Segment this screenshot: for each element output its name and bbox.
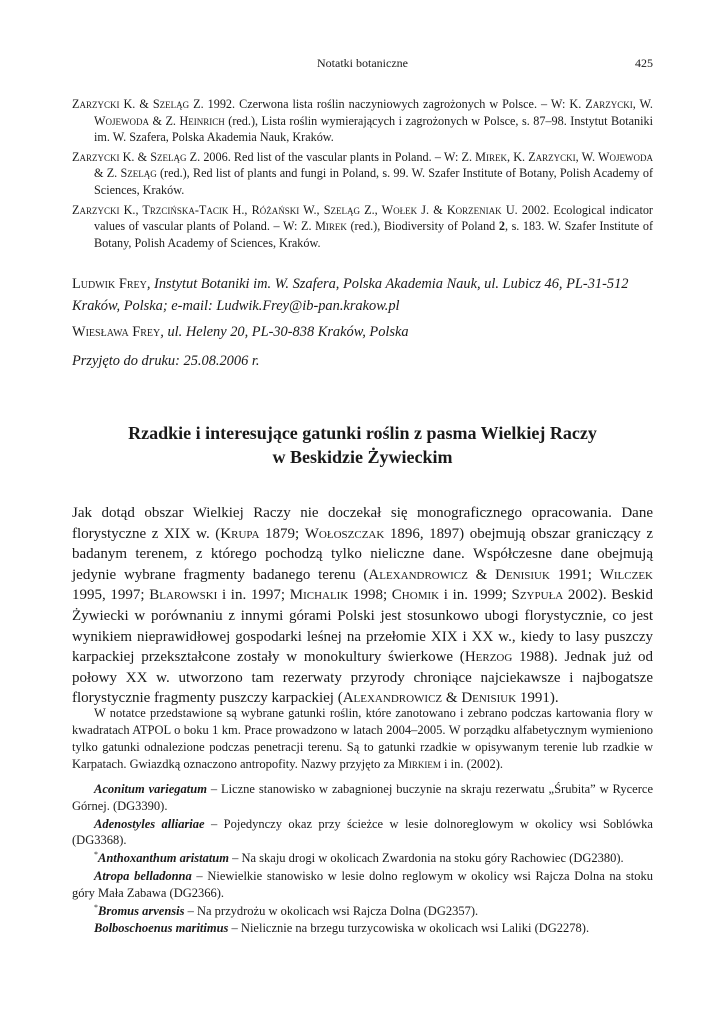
species-text: – Pojedynczy okaz przy ścieżce w lesie dolnoreglowym w okolicy wsi Soblówka (DG3368). xyxy=(72,816,653,848)
reference-tail: (red.), Red list of plants and fungi in Poland, s. 99. W. Szafer Institute of Botany, Polish Academy of Sciences, Kraków. xyxy=(94,166,654,197)
lead-text: 1991; xyxy=(549,566,600,583)
species-entry xyxy=(72,903,653,920)
reference-authors: Zarzycki K. & Szeląg Z. xyxy=(72,149,201,164)
article-title xyxy=(72,421,653,469)
running-head xyxy=(72,56,653,72)
reference-entry xyxy=(72,149,653,199)
author-name: Ludwik Frey xyxy=(72,276,147,292)
species-name: Adenostyles alliariae xyxy=(94,816,205,831)
species-entry xyxy=(72,868,653,902)
citation-author: Alexandrowicz & Denisiuk xyxy=(342,690,517,707)
lead-text: 1896, 1897) obejmują obszar graniczący z badanym terenem, z którego pochodzą tylko nieliczne dane. Współczesne dane obejmują jedynie wybrane fragmenty badanego terenu ( xyxy=(72,525,653,583)
lead-text: 2002). Beskid Żywiecki w porównaniu z innymi górami Polski jest stosunkowo ubogi florystycznie, co jest wynikiem nieprawidłowej gospodarki leśnej na przełomie XIX i XX w., kiedy to lasy puszczy karpackiej przekształcone zostały w monokultury świerkowe ( xyxy=(72,587,653,666)
species-name: Aconitum variegatum xyxy=(94,782,207,796)
article-title-line: Rzadkie i interesujące gatunki roślin z pasma Wielkiej Raczy xyxy=(128,423,597,443)
lead-text: 1998; xyxy=(348,587,392,604)
intro-text: W notatce przedstawione są wybrane gatunki roślin, które zanotowano i zebrano podczas kartowania flory w kwadratach ATPOL o boku 1 km. Prace prowadzono w latach 2004–2005. W porządku alfabetycznym wymieniono tylko gatunki odnalezione podczas penetracji terenu. Są to gatunki rzadkie w opisywanym terenie lub rzadkie w Karpatach. Gwiazdką oznaczono antropofity. Nazwy przyjęto za xyxy=(72,705,653,772)
lead-text: i in. 1999; xyxy=(439,587,512,604)
species-name: Atropa belladonna xyxy=(94,868,192,883)
reference-text: 2006. Red list of the vascular plants in Poland. – W: xyxy=(200,149,462,164)
citation-author: Michalik xyxy=(289,587,349,604)
reference-text: 1992. Czerwona lista roślin naczyniowych zagrożonych w Polsce. – W: xyxy=(203,97,570,111)
reference-authors: Zarzycki K. & Szeląg Z. xyxy=(72,97,204,111)
species-name: Bromus arvensis xyxy=(98,903,185,918)
species-entry xyxy=(72,816,653,850)
anthropophyte-mark: * xyxy=(94,902,98,912)
intro-paragraph xyxy=(72,705,653,774)
author-address: , ul. Heleny 20, PL-30-838 Kraków, Polska xyxy=(160,324,409,340)
citation-author: Blarowski xyxy=(149,587,218,604)
page-number: 425 xyxy=(635,56,653,70)
reference-tail: (red.), Biodiversity of Poland xyxy=(346,219,499,234)
species-list xyxy=(72,781,653,938)
anthropophyte-mark: * xyxy=(94,850,98,860)
reference-text: 2002. Ecological indicator values of vascular plants of Poland. – W: xyxy=(94,202,653,234)
intro-citation: Mirkiem xyxy=(397,757,441,772)
author-block xyxy=(72,273,653,384)
lead-text: i in. 1997; xyxy=(217,587,290,604)
citation-author: Wołoszczak xyxy=(304,525,385,542)
species-text: – Liczne stanowisko w zabagnionej buczynie na skraju rezerwatu „Śrubita” w Rycerce Górnej. (DG3390). xyxy=(72,782,653,813)
citation-author: Wilczek xyxy=(599,566,653,583)
reference-tail: (red.), Lista roślin wymierających i zagrożonych w Polsce, s. 87–98. Instytut Botaniki im. W. Szafera, Polska Akademia Nauk, Kraków. xyxy=(94,113,653,145)
species-entry xyxy=(72,920,653,937)
author-address: , Instytut Botaniki im. W. Szafera, Polska Akademia Nauk, ul. Lubicz 46, PL-31-512 Kraków, Polska; e-mail: Ludwik.Frey@ib-pan.krakow.pl xyxy=(72,276,629,314)
reference-tail: , s. 183. W. Szafer Institute of Botany, Polish Academy of Sciences, Kraków. xyxy=(94,219,653,250)
citation-author: Krupa xyxy=(220,525,260,542)
species-text: – Na skaju drogi w okolicach Zwardonia na stoku góry Rachowiec (DG2380). xyxy=(228,851,624,866)
author-name: Wiesława Frey xyxy=(72,324,161,340)
species-text: – Nielicznie na brzegu turzycowiska w okolicach wsi Laliki (DG2278). xyxy=(228,921,590,936)
reference-editors: K. Zarzycki, W. Wojewoda & Z. Heinrich xyxy=(94,97,653,128)
citation-author: Szypuła xyxy=(511,587,564,604)
received-date: Przyjęto do druku: 25.08.2006 r. xyxy=(72,353,260,369)
species-text: – Niewielkie stanowisko w lesie dolno reglowym w okolicy wsi Rajcza Dolna na stoku góry Mała Zabawa (DG2366). xyxy=(72,868,653,900)
species-text: – Na przydrożu w okolicach wsi Rajcza Dolna (DG2357). xyxy=(184,903,479,918)
running-title: Notatki botaniczne xyxy=(317,56,408,70)
intro-tail: i in. (2002). xyxy=(440,757,504,772)
reference-authors: Zarzycki K., Trzcińska-Tacik H., Różański W., Szeląg Z., Wołek J. & Korzeniak U. xyxy=(72,202,518,217)
reference-entry xyxy=(72,202,653,252)
reference-entry xyxy=(72,96,653,146)
reference-editors: Z. Mirek, K. Zarzycki, W. Wojewoda & Z. Szeląg xyxy=(94,149,653,181)
lead-text: 1991). xyxy=(516,690,559,707)
lead-paragraph xyxy=(72,503,653,709)
citation-author: Alexandrowicz & Denisiuk xyxy=(368,566,550,583)
species-name: Bolboschoenus maritimus xyxy=(94,921,229,936)
citation-author: Chomik xyxy=(391,587,440,604)
reference-editors: Z. Mirek xyxy=(301,219,347,234)
lead-text: 1879; xyxy=(259,525,305,542)
reference-list xyxy=(72,96,653,254)
species-name: Anthoxanthum aristatum xyxy=(98,851,229,866)
author-affiliation xyxy=(72,273,653,317)
lead-text: 1995, 1997; xyxy=(72,587,150,604)
lead-text: Jak dotąd obszar Wielkiej Raczy nie doczekał się monograficznego opracowania. Dane florystyczne z XIX w. ( xyxy=(72,505,653,542)
author-affiliation xyxy=(72,321,653,343)
reference-volume: 2 xyxy=(498,219,505,234)
article-title-line: w Beskidzie Żywieckim xyxy=(272,447,453,467)
species-entry xyxy=(72,781,653,815)
citation-author: Herzog xyxy=(464,649,513,666)
species-entry xyxy=(72,850,653,867)
lead-text: 1988). Jednak już od połowy XX w. utworzono tam rezerwaty przyrody chroniące najciekawsze i najbogatsze florystycznie fragmenty puszczy karpackiej ( xyxy=(72,649,653,707)
